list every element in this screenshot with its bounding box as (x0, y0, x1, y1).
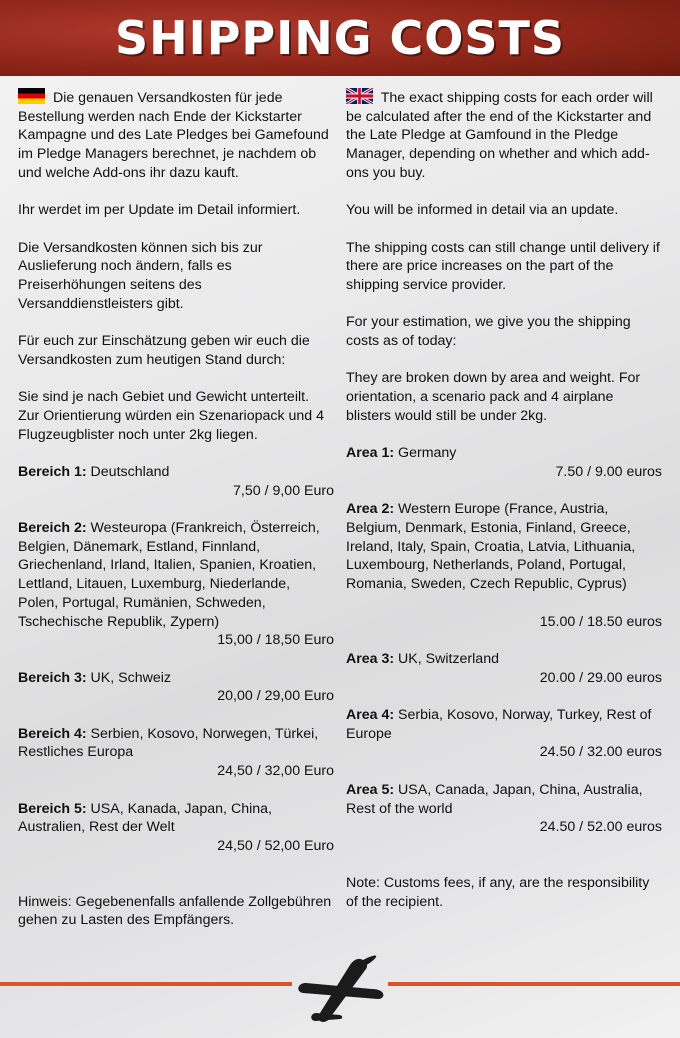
de-region-2: Bereich 2: Westeuropa (Frankreich, Österreich, Belgien, Dänemark, Estland, Finnland, Griechenland, Irland, Italien, Spanien, Kroatien, Lettland, Litauen, Luxemburg, Niederlande, Polen, Portugal, Rumänien, Schweden, Tschechische Republik, Zypern) 15,00 / 18,50 Euro (18, 520, 334, 649)
german-column (18, 88, 334, 949)
footer-divider-right (388, 982, 680, 986)
english-column (346, 88, 662, 930)
de-estimate: Für euch zur Einschätzung geben wir euch die Versandkosten zum heutigen Stand durch: (18, 333, 310, 368)
en-region-price: 15.00 / 18.50 euros (539, 613, 662, 630)
footer-divider-left (0, 982, 292, 986)
en-region-3: Area 3: UK, Switzerland 20.00 / 29.00 euros (346, 650, 662, 686)
en-update: You will be informed in detail via an update. (346, 202, 619, 219)
uk-flag-icon (346, 88, 373, 104)
en-region-4: Area 4: Serbia, Kosovo, Norway, Turkey, Rest of Europe 24.50 / 32.00 euros (346, 707, 662, 761)
de-region-1: Bereich 1: Deutschland 7,50 / 9,00 Euro (18, 463, 334, 499)
de-region-price: 24,50 / 32,00 Euro (217, 763, 334, 780)
en-region-price: 7.50 / 9.00 euros (555, 463, 662, 480)
de-region-4: Bereich 4: Serbien, Kosovo, Norwegen, Türkei, Restliches Europa 24,50 / 32,00 Euro (18, 725, 334, 780)
page-title: SHIPPING COSTS (114, 11, 566, 65)
de-change: Die Versandkosten können sich bis zur Auslieferung noch ändern, falls es Preiserhöhungen seitens des Versanddienstleisters gibt. (18, 239, 263, 312)
de-region-price: 7,50 / 9,00 Euro (233, 482, 334, 499)
de-update: Ihr werdet im per Update im Detail informiert. (18, 202, 301, 219)
title-banner (0, 0, 680, 76)
en-intro: The exact shipping costs for each order will be calculated after the end of the Kickstarter and the Late Pledge at Gamfound in the Pledge Manager, depending on whether and which add-ons you buy. (346, 90, 653, 181)
de-intro: Die genauen Versandkosten für jede Bestellung werden nach Ende der Kickstarter Kampagne und des Late Pledges bei Gamefound im Pledge Managers berechnet, je nachdem ob und welche Add-ons ihr dazu kauft. (18, 90, 329, 181)
en-change: The shipping costs can still change until delivery if there are price increases on the part of the shipping service provider. (346, 239, 660, 293)
de-region-3: Bereich 3: UK, Schweiz 20,00 / 29,00 Euro (18, 669, 334, 705)
en-region-price: 24.50 / 52.00 euros (539, 819, 662, 836)
en-region-1: Area 1: Germany 7.50 / 9.00 euros (346, 445, 662, 480)
en-estimate: For your estimation, we give you the shipping costs as of today: (346, 314, 631, 350)
de-region-5: Bereich 5: USA, Kanada, Japan, China, Australien, Rest der Welt 24,50 / 52,00 Euro (18, 800, 334, 854)
de-region-price: 24,50 / 52,00 Euro (217, 837, 334, 854)
fighter-plane-icon (294, 955, 386, 1031)
en-note: Note: Customs fees, if any, are the responsibility of the recipient. (346, 874, 650, 910)
en-breakdown: They are broken down by area and weight. For orientation, a scenario pack and 4 airplane blisters would still be under 2kg. (346, 370, 641, 424)
en-region-price: 24.50 / 32.00 euros (539, 744, 662, 761)
de-region-price: 15,00 / 18,50 Euro (217, 632, 334, 649)
en-region-2: Area 2: Western Europe (France, Austria, Belgium, Denmark, Estonia, Finland, Greece, Ireland, Italy, Spain, Croatia, Latvia, Lithuania, Luxembourg, Netherlands, Poland, Portugal, Romania, Sweden, Czech Republic, Cyprus) 15.00 / 18.50 euros (346, 501, 662, 630)
en-region-price: 20.00 / 29.00 euros (539, 669, 662, 686)
en-region-5: Area 5: USA, Canada, Japan, China, Australia, Rest of the world 24.50 / 52.00 euros (346, 781, 662, 836)
de-region-price: 20,00 / 29,00 Euro (217, 688, 334, 705)
de-breakdown: Sie sind je nach Gebiet und Gewicht unterteilt. Zur Orientierung würden ein Szenariopack und 4 Flugzeugblister noch unter 2kg liegen. (18, 389, 324, 443)
german-flag-icon (18, 88, 45, 104)
de-note: Hinweis: Gegebenenfalls anfallende Zollgebühren gehen zu Lasten des Empfängers. (18, 893, 332, 929)
